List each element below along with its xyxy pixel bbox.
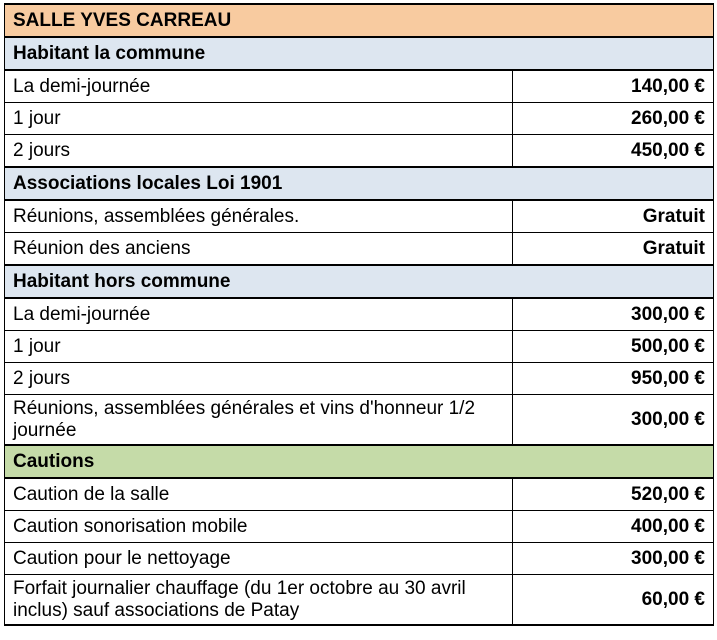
section-title: Associations locales Loi 1901: [5, 167, 714, 200]
table-row: [5, 511, 714, 543]
section-title: Habitant hors commune: [5, 265, 714, 298]
row-price: 60,00 €: [513, 575, 714, 626]
table-row: [5, 233, 714, 266]
row-label: Forfait journalier chauffage (du 1er octobre au 30 avril inclus) sauf associations de Patay: [5, 575, 513, 626]
section-header-cautions: [5, 445, 714, 478]
table-row: [5, 135, 714, 168]
row-label: Réunions, assemblées générales et vins d'honneur 1/2 journée: [5, 395, 513, 446]
row-label: Réunion des anciens: [5, 233, 513, 266]
row-price: 950,00 €: [513, 363, 714, 395]
table-row: [5, 363, 714, 395]
table-title-row: [5, 4, 714, 37]
row-price: 400,00 €: [513, 511, 714, 543]
row-price: Gratuit: [513, 200, 714, 233]
row-price: 260,00 €: [513, 103, 714, 135]
row-label: Caution pour le nettoyage: [5, 543, 513, 575]
table-row: [5, 70, 714, 103]
section-header-hors-commune: [5, 265, 714, 298]
row-label: La demi-journée: [5, 298, 513, 331]
section-header-habitant-commune: [5, 37, 714, 70]
table-row: [5, 103, 714, 135]
row-price: 450,00 €: [513, 135, 714, 168]
table-row: [5, 200, 714, 233]
row-label: La demi-journée: [5, 70, 513, 103]
pricing-table: [4, 3, 714, 626]
row-price: 520,00 €: [513, 478, 714, 511]
row-price: 500,00 €: [513, 331, 714, 363]
section-title: Cautions: [5, 445, 714, 478]
table-title: SALLE YVES CARREAU: [5, 4, 714, 37]
table-row: [5, 395, 714, 446]
row-label: 2 jours: [5, 135, 513, 168]
table-row: [5, 543, 714, 575]
row-price: 300,00 €: [513, 395, 714, 446]
section-title: Habitant la commune: [5, 37, 714, 70]
row-label: 2 jours: [5, 363, 513, 395]
row-label: Caution de la salle: [5, 478, 513, 511]
table-row: [5, 478, 714, 511]
row-label: Réunions, assemblées générales.: [5, 200, 513, 233]
row-price: 140,00 €: [513, 70, 714, 103]
table-row: [5, 331, 714, 363]
row-price: 300,00 €: [513, 298, 714, 331]
row-label: Caution sonorisation mobile: [5, 511, 513, 543]
row-label: 1 jour: [5, 331, 513, 363]
row-price: Gratuit: [513, 233, 714, 266]
row-price: 300,00 €: [513, 543, 714, 575]
section-header-associations: [5, 167, 714, 200]
row-label: 1 jour: [5, 103, 513, 135]
table-row: [5, 298, 714, 331]
table-row: [5, 575, 714, 626]
